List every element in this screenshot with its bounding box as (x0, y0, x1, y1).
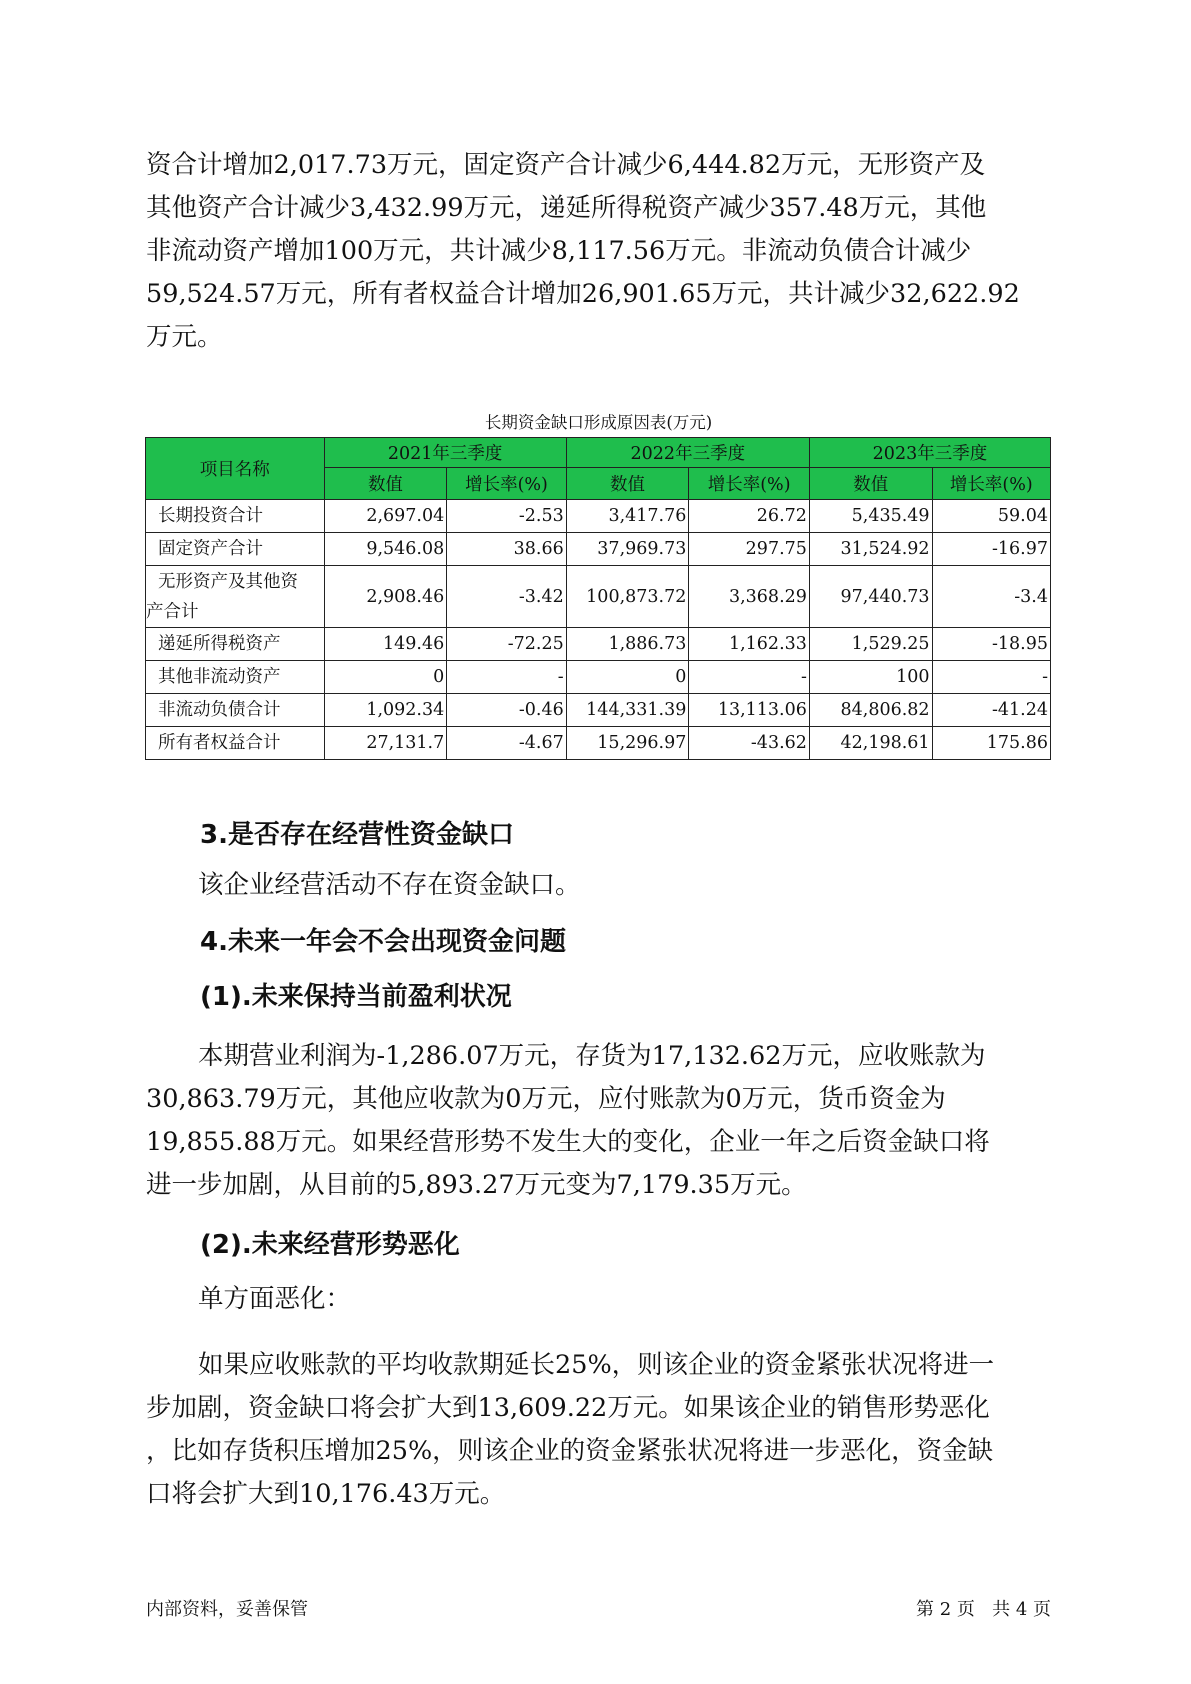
subsection-1-paragraph (146, 1035, 1051, 1207)
subsection-2-intro (146, 1278, 1051, 1321)
table-cell: 100,873.72 (566, 566, 689, 628)
row-label (146, 566, 325, 628)
table-cell: 84,806.82 (809, 694, 932, 727)
value-subheader: 数值 (809, 468, 932, 500)
period-header: 2021年三季度 (324, 438, 566, 468)
row-label: 递延所得税资产 (146, 628, 325, 661)
paragraph-line: ，比如存货积压增加25%，则该企业的资金紧张状况将进一步恶化，资金缺 (146, 1436, 994, 1466)
paragraph-line: 19,855.88万元。如果经营形势不发生大的变化，企业一年之后资金缺口将 (146, 1127, 990, 1157)
intro-line: 资合计增加2,017.73万元，固定资产合计减少6,444.82万元，无形资产及 (146, 150, 986, 180)
table-cell: 149.46 (324, 628, 447, 661)
table-cell: 15,296.97 (566, 727, 689, 760)
table-cell: 2,908.46 (324, 566, 447, 628)
paragraph-line: 步加剧，资金缺口将会扩大到13,609.22万元。如果该企业的销售形势恶化 (146, 1393, 990, 1423)
footer-confidential-note: 内部资料，妥善保管 (146, 1599, 308, 1620)
section-3-heading: 3.是否存在经营性资金缺口 (200, 820, 514, 850)
paragraph-line: 如果应收账款的平均收款期延长25%，则该企业的资金紧张状况将进一 (198, 1350, 995, 1380)
subsection-2-heading: (2).未来经营形势恶化 (200, 1230, 460, 1260)
row-label: 所有者权益合计 (146, 727, 325, 760)
table-cell: -0.46 (447, 694, 566, 727)
table-cell: 42,198.61 (809, 727, 932, 760)
table-cell: -43.62 (689, 727, 810, 760)
intro-line: 59,524.57万元，所有者权益合计增加26,901.65万元，共计减少32,622.92 (146, 279, 1020, 309)
table-cell: - (689, 661, 810, 694)
row-label: 长期投资合计 (146, 500, 325, 533)
footer-page-number: 第 2 页 共 4 页 (916, 1599, 1051, 1620)
section-4-heading: 4.未来一年会不会出现资金问题 (200, 927, 566, 957)
row-label: 固定资产合计 (146, 533, 325, 566)
subsection-1-heading: (1).未来保持当前盈利状况 (200, 982, 512, 1012)
table-cell: 26.72 (689, 500, 810, 533)
row-label-line: 无形资产及其他资 (158, 571, 298, 592)
intro-line: 非流动资产增加100万元，共计减少8,117.56万元。非流动负债合计减少 (146, 236, 972, 266)
table-cell: 97,440.73 (809, 566, 932, 628)
table-cell: 13,113.06 (689, 694, 810, 727)
table-cell: - (932, 661, 1050, 694)
table-cell: 1,886.73 (566, 628, 689, 661)
table-row (146, 694, 1051, 727)
table-cell: -72.25 (447, 628, 566, 661)
value-subheader: 数值 (324, 468, 447, 500)
table-row (146, 500, 1051, 533)
table-caption: 长期资金缺口形成原因表(万元) (484, 413, 713, 432)
intro-line: 其他资产合计减少3,432.99万元，递延所得税资产减少357.48万元，其他 (146, 193, 987, 223)
paragraph-line: 30,863.79万元，其他应收款为0万元，应付账款为0万元，货币资金为 (146, 1084, 946, 1114)
paragraph-line: 口将会扩大到10,176.43万元。 (146, 1479, 506, 1509)
table-cell: 175.86 (932, 727, 1050, 760)
table-cell: 59.04 (932, 500, 1050, 533)
table-cell: 1,529.25 (809, 628, 932, 661)
table-row (146, 628, 1051, 661)
growth-subheader: 增长率(%) (932, 468, 1050, 500)
table-row (146, 661, 1051, 694)
item-name-header: 项目名称 (146, 438, 325, 500)
table-cell: 9,546.08 (324, 533, 447, 566)
row-label: 非流动负债合计 (146, 694, 325, 727)
intro-line: 万元。 (146, 322, 223, 352)
value-subheader: 数值 (566, 468, 689, 500)
section-3-text (146, 864, 1051, 907)
table-cell: 0 (566, 661, 689, 694)
table-cell: 2,697.04 (324, 500, 447, 533)
table-cell: -3.42 (447, 566, 566, 628)
paragraph-line: 单方面恶化： (198, 1284, 352, 1314)
table-cell: 37,969.73 (566, 533, 689, 566)
table-cell: 1,162.33 (689, 628, 810, 661)
table-cell: -18.95 (932, 628, 1050, 661)
table-cell: -41.24 (932, 694, 1050, 727)
row-label-line: 产合计 (146, 601, 199, 622)
table-cell: 3,368.29 (689, 566, 810, 628)
table-cell: 0 (324, 661, 447, 694)
paragraph-line: 进一步加剧，从目前的5,893.27万元变为7,179.35万元。 (146, 1170, 807, 1200)
section-3-line: 该企业经营活动不存在资金缺口。 (198, 870, 581, 900)
period-header: 2022年三季度 (566, 438, 809, 468)
table-cell: -3.4 (932, 566, 1050, 628)
table-cell: - (447, 661, 566, 694)
table-cell: 3,417.76 (566, 500, 689, 533)
table-cell: -2.53 (447, 500, 566, 533)
table-cell: -16.97 (932, 533, 1050, 566)
table-cell: 31,524.92 (809, 533, 932, 566)
table-cell: 100 (809, 661, 932, 694)
table-cell: 1,092.34 (324, 694, 447, 727)
funding-gap-table (145, 437, 1051, 760)
subsection-2-paragraph (146, 1344, 1051, 1516)
table-cell: 38.66 (447, 533, 566, 566)
table-row (146, 727, 1051, 760)
table-cell: -4.67 (447, 727, 566, 760)
intro-paragraph (146, 144, 1051, 359)
table-cell: 27,131.7 (324, 727, 447, 760)
table-row (146, 566, 1051, 628)
period-header: 2023年三季度 (809, 438, 1050, 468)
table-cell: 144,331.39 (566, 694, 689, 727)
growth-subheader: 增长率(%) (447, 468, 566, 500)
table-cell: 297.75 (689, 533, 810, 566)
table-cell: 5,435.49 (809, 500, 932, 533)
row-label: 其他非流动资产 (146, 661, 325, 694)
table-row (146, 533, 1051, 566)
paragraph-line: 本期营业利润为-1,286.07万元，存货为17,132.62万元，应收账款为 (198, 1041, 986, 1071)
growth-subheader: 增长率(%) (689, 468, 810, 500)
